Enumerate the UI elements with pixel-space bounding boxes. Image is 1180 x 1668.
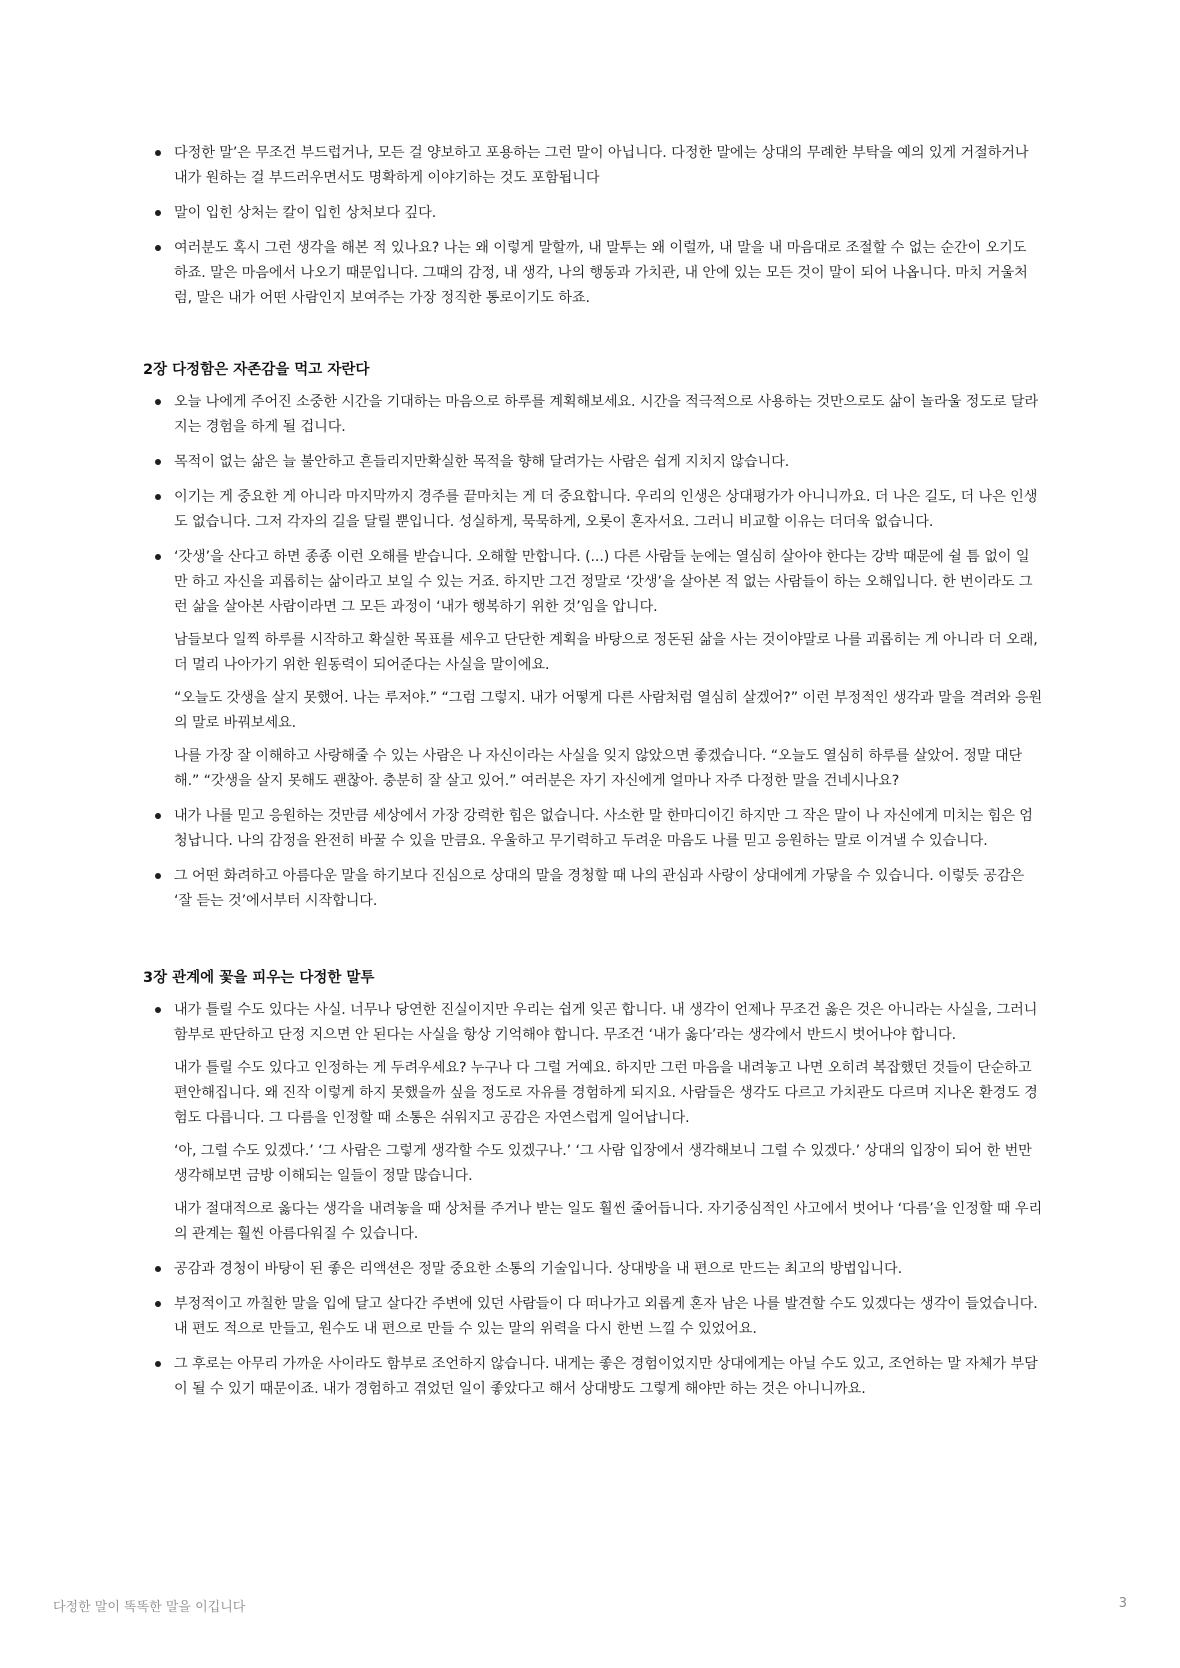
list-item [143, 485, 1043, 535]
paragraph: 그 어떤 화려하고 아름다운 말을 하기보다 진심으로 상대의 말을 경청할 때 나의 관심과 사랑이 상대에게 가닿을 수 있습니다. 이렇듯 공감은 ‘잘 듣는 것’에서부터 시작합니다. [174, 868, 1025, 909]
list-item [143, 1292, 1043, 1342]
paragraph: 내가 절대적으로 옳다는 생각을 내려놓을 때 상처를 주거나 받는 일도 훨씬 줄어듭니다. 자기중심적인 사고에서 벗어나 ‘다름’을 인정할 때 우리의 관계는 훨씬 아름다워질 수 있습니다. [174, 1201, 1043, 1242]
paragraph: 남들보다 일찍 하루를 시작하고 확실한 목표를 세우고 단단한 계획을 바탕으로 정돈된 삶을 사는 것이야말로 나를 괴롭히는 게 아니라 더 오래, 더 멀리 나아가기 위한 원동력이 되어준다는 사실을 말이에요. [174, 632, 1038, 673]
paragraph: 부정적이고 까칠한 말을 입에 달고 살다간 주변에 있던 사람들이 다 떠나가고 외롭게 혼자 남은 나를 발견할 수도 있겠다는 생각이 들었습니다. 내 편도 적으로 만들고, 원수도 내 편으로 만들 수 있는 말의 위력을 다시 한번 느낄 수 있었어요. [174, 1296, 1038, 1337]
page-footer [53, 1596, 1127, 1616]
paragraph: 말이 입힌 상처는 칼이 입힌 상처보다 깊다. [174, 205, 437, 221]
chapter-2-list [143, 390, 1043, 914]
paragraph: 이기는 게 중요한 게 아니라 마지막까지 경주를 끝마치는 게 더 중요합니다. 우리의 인생은 상대평가가 아니니까요. 더 나은 길도, 더 나은 인생도 없습니다. 그저 각자의 길을 달릴 뿐입니다. 성실하게, 묵묵하게, 오롯이 혼자서요. 그러니 비교할 이유는 더더욱 없습니다. [174, 489, 1038, 530]
chapter-3-list [143, 998, 1043, 1402]
page-number: 3 [1118, 1596, 1127, 1611]
chapter-3-title: 3장 관계에 꽃을 피우는 다정한 말투 [143, 970, 375, 986]
list-item [143, 804, 1043, 854]
chapter-2-title: 2장 다정함은 자존감을 먹고 자란다 [143, 362, 370, 378]
paragraph: 오늘 나에게 주어진 소중한 시간을 기대하는 마음으로 하루를 계획해보세요. 시간을 적극적으로 사용하는 것만으로도 삶이 놀라울 정도로 달라지는 경험을 하게 될 겁니다. [174, 394, 1039, 435]
paragraph: ‘아, 그럴 수도 있겠다.’ ‘그 사람은 그렇게 생각할 수도 있겠구나.’ ‘그 사람 입장에서 생각해보니 그럴 수 있겠다.’ 상대의 입장이 되어 한 번만 생각해보면 금방 이해되는 일들이 정말 많습니다. [174, 1143, 1032, 1184]
paragraph: 공감과 경청이 바탕이 된 좋은 리액션은 정말 중요한 소통의 기술입니다. 상대방을 내 편으로 만드는 최고의 방법입니다. [174, 1261, 903, 1277]
paragraph: 나를 가장 잘 이해하고 사랑해줄 수 있는 사람은 나 자신이라는 사실을 잊지 않았으면 좋겠습니다. “오늘도 열심히 하루를 살았어. 정말 대단해.” “갓생을 살지 못해도 괜찮아. 충분히 잘 살고 있어.” 여러분은 자기 자신에게 얼마나 자주 다정한 말을 건네시나요? [174, 748, 1023, 789]
page-content [143, 141, 1043, 1412]
list-item [143, 390, 1043, 440]
list-item [143, 236, 1043, 311]
paragraph: “오늘도 갓생을 살지 못했어. 나는 루저야.” “그럼 그렇지. 내가 어떻게 다른 사람처럼 열심히 살겠어?” 이런 부정적인 생각과 말을 격려와 응원의 말로 바꿔보세요. [174, 690, 1043, 731]
paragraph: 여러분도 혹시 그런 생각을 해본 적 있나요? 나는 왜 이렇게 말할까, 내 말투는 왜 이럴까, 내 말을 내 마음대로 조절할 수 없는 순간이 오기도 하죠. 말은 마음에서 나오기 때문입니다. 그때의 감정, 내 생각, 나의 행동과 가치관, 내 안에 있는 모든 것이 말이 되어 나옵니다. 마치 거울처럼, 말은 내가 어떤 사람인지 보여주는 가장 정직한 통로이기도 하죠. [174, 240, 1028, 306]
list-item [143, 998, 1043, 1247]
paragraph: 다정한 말’은 무조건 부드럽거나, 모든 걸 양보하고 포용하는 그런 말이 아닙니다. 다정한 말에는 상대의 무례한 부탁을 예의 있게 거절하거나 내가 원하는 걸 부드러우면서도 명확하게 이야기하는 것도 포함됩니다 [174, 145, 1029, 186]
list-item [143, 1352, 1043, 1402]
paragraph: 내가 틀릴 수도 있다고 인정하는 게 두려우세요? 누구나 다 그럴 거예요. 하지만 그런 마음을 내려놓고 나면 오히려 복잡했던 것들이 단순하고 편안해집니다. 왜 진작 이렇게 하지 못했을까 싶을 정도로 자유를 경험하게 되지요. 사람들은 생각도 다르고 가치관도 다르며 지나온 환경도 경험도 다릅니다. 그 다름을 인정할 때 소통은 쉬워지고 공감은 자연스럽게 일어납니다. [174, 1060, 1038, 1126]
paragraph: 내가 틀릴 수도 있다는 사실. 너무나 당연한 진실이지만 우리는 쉽게 잊곤 합니다. 내 생각이 언제나 무조건 옳은 것은 아니라는 사실을, 그러니 함부로 판단하고 단정 지으면 안 된다는 사실을 항상 기억해야 합니다. 무조건 ‘내가 옳다’라는 생각에서 반드시 벗어나야 합니다. [174, 1002, 1038, 1043]
list-item [143, 545, 1043, 794]
paragraph: 그 후로는 아무리 가까운 사이라도 함부로 조언하지 않습니다. 내게는 좋은 경험이었지만 상대에게는 아닐 수도 있고, 조언하는 말 자체가 부담이 될 수 있기 때문이죠. 내가 경험하고 겪었던 일이 좋았다고 해서 상대방도 그렇게 해야만 하는 것은 아니니까요. [174, 1356, 1038, 1397]
list-item [143, 1257, 1043, 1282]
footer-book-title: 다정한 말이 똑똑한 말을 이깁니다 [53, 1600, 246, 1615]
intro-list [143, 141, 1043, 311]
list-item [143, 864, 1043, 914]
list-item [143, 201, 1043, 226]
list-item [143, 141, 1043, 191]
paragraph: 목적이 없는 삶은 늘 불안하고 흔들리지만확실한 목적을 향해 달려가는 사람은 쉽게 지치지 않습니다. [174, 454, 790, 470]
paragraph: ‘갓생’을 산다고 하면 종종 이런 오해를 받습니다. 오해할 만합니다. (...) 다른 사람들 눈에는 열심히 살아야 한다는 강박 때문에 쉴 틈 없이 일만 하고 자신을 괴롭히는 삶이라고 보일 수 있는 거죠. 하지만 그건 정말로 ‘갓생’을 살아본 적 없는 사람들이 하는 오해입니다. 한 번이라도 그런 삶을 살아본 사람이라면 그 모든 과정이 ‘내가 행복하기 위한 것’임을 압니다. [174, 549, 1033, 615]
paragraph: 내가 나를 믿고 응원하는 것만큼 세상에서 가장 강력한 힘은 없습니다. 사소한 말 한마디이긴 하지만 그 작은 말이 나 자신에게 미치는 힘은 엄청납니다. 나의 감정을 완전히 바꿀 수 있을 만큼요. 우울하고 무기력하고 두려운 마음도 나를 믿고 응원하는 말로 이겨낼 수 있습니다. [174, 808, 1033, 849]
list-item [143, 450, 1043, 475]
